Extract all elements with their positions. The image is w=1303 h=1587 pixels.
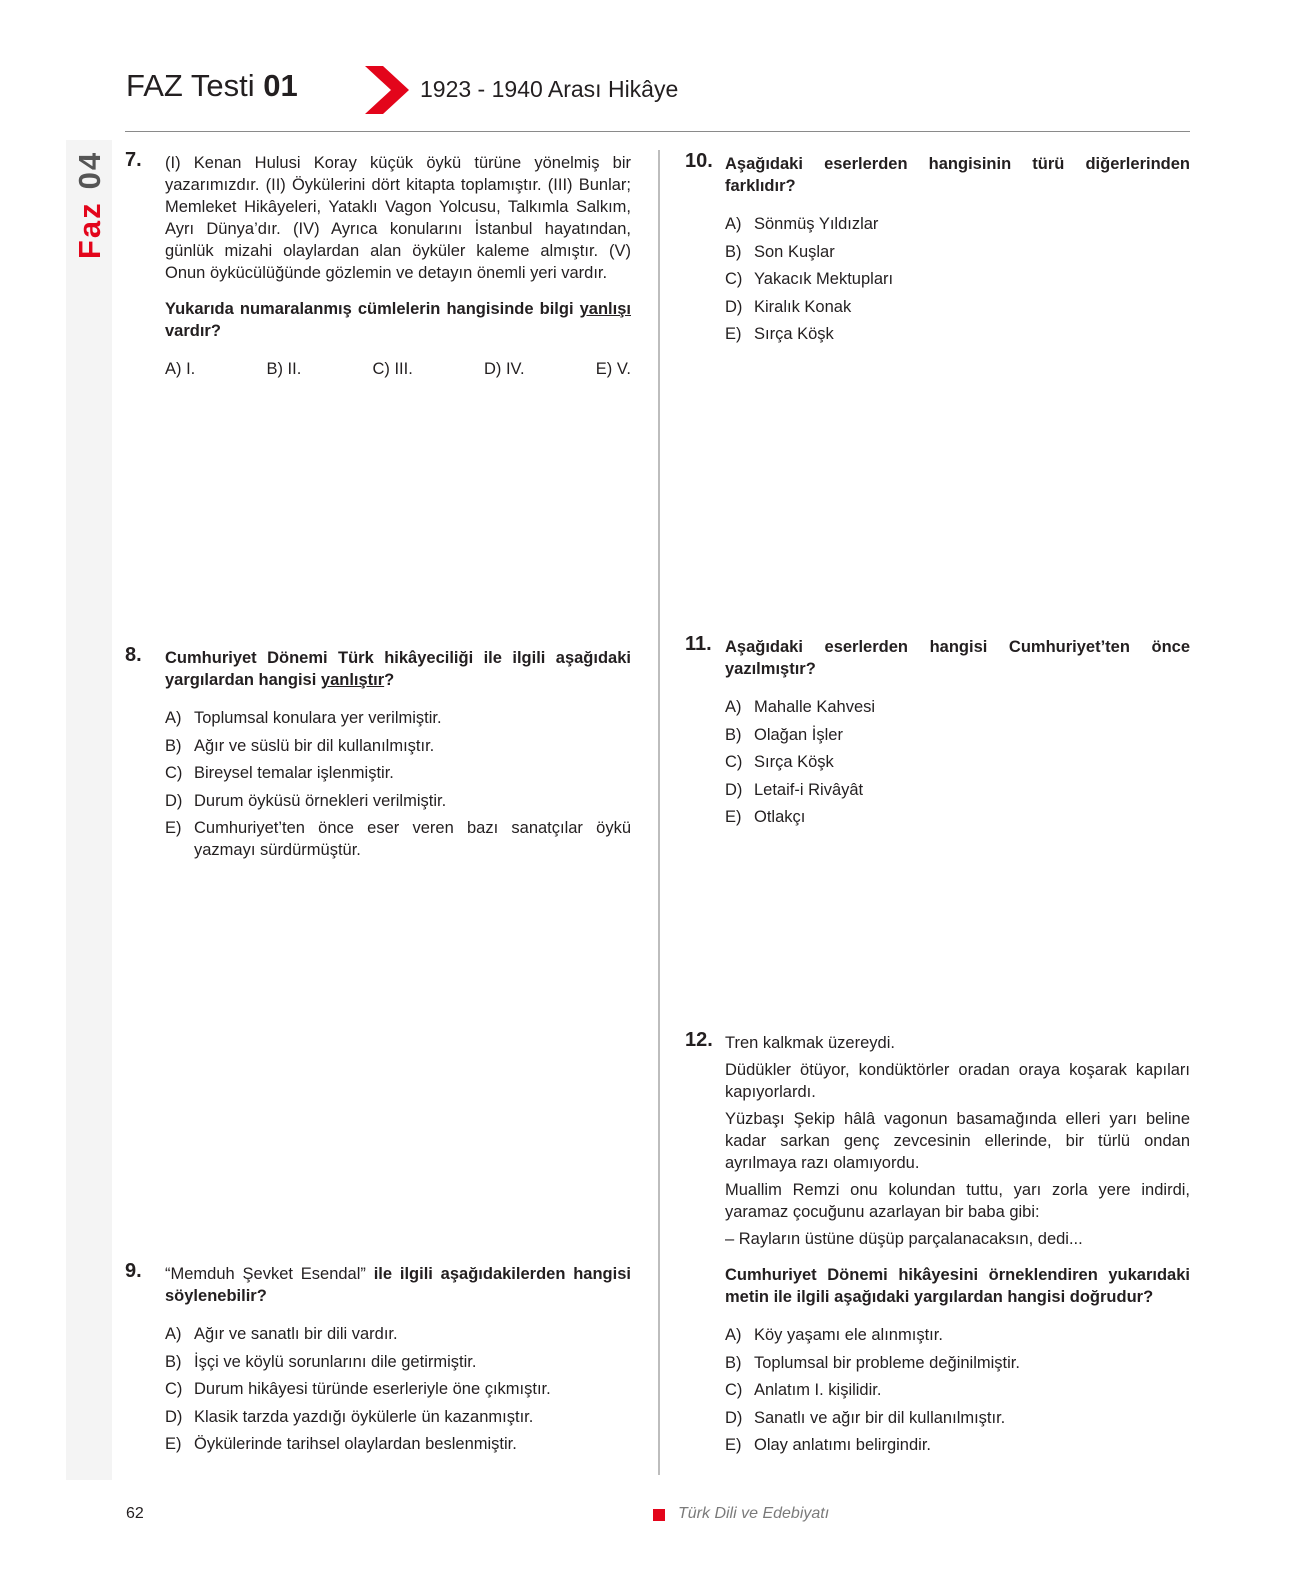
option-c[interactable]: C) Anlatım I. kişilidir. — [725, 1381, 882, 1399]
answer-options — [165, 707, 631, 861]
question-stem: Cumhuriyet Dönemi hikâyesini örneklendiren yukarıdaki metin ile ilgili aşağıdaki yargılardan hangisi doğrudur? — [725, 1266, 1190, 1306]
question-number: 10. — [685, 150, 713, 172]
question-stem: Yukarıda numaralanmış cümlelerin hangisinde bilgi yanlışı vardır? — [165, 300, 631, 340]
option-a[interactable]: A) Toplumsal konulara yer verilmiştir. — [165, 709, 442, 727]
question-number: 9. — [125, 1260, 142, 1282]
option-c[interactable]: C) Durum hikâyesi türünde eserleriyle öne çıkmıştır. — [165, 1380, 551, 1398]
question-11 — [685, 633, 1190, 834]
page-subject: 1923 - 1940 Arası Hikâye — [420, 76, 679, 102]
option-e[interactable]: E) Öykülerinde tarihsel olaylardan beslenmiştir. — [165, 1435, 517, 1453]
option-a[interactable]: A) I. — [165, 360, 196, 378]
option-b[interactable]: B) İşçi ve köylü sorunlarını dile getirmiştir. — [165, 1352, 477, 1371]
option-d[interactable]: D) IV. — [483, 360, 525, 378]
footer-square-icon — [653, 1509, 665, 1521]
option-b[interactable]: B) II. — [266, 360, 302, 378]
option-a[interactable]: A) Mahalle Kahvesi — [725, 698, 876, 716]
option-e[interactable]: E) Cumhuriyet’ten önce eser veren bazı sanatçılar öykü yazmayı sürdürmüştür. — [165, 819, 631, 859]
answer-options — [725, 696, 1190, 828]
answer-options — [165, 358, 631, 380]
answer-options — [165, 1323, 631, 1455]
option-a[interactable]: A) Sönmüş Yıldızlar — [725, 215, 879, 233]
question-stem: Aşağıdaki eserlerden hangisi Cumhuriyet’ten önce yazılmıştır? — [725, 638, 1190, 678]
option-d[interactable]: D) Durum öyküsü örnekleri verilmiştir. — [165, 791, 447, 810]
side-tab-number: 04 — [72, 150, 108, 190]
passage-paragraph: – Rayların üstüne düşüp parçalanacaksın, dedi... — [725, 1230, 1083, 1248]
option-b[interactable]: B) Ağır ve süslü bir dil kullanılmıştır. — [165, 736, 435, 755]
question-8 — [125, 644, 631, 867]
option-b[interactable]: B) Olağan İşler — [725, 725, 843, 744]
header-divider — [125, 131, 1190, 132]
option-c[interactable]: C) Yakacık Mektupları — [725, 270, 894, 288]
book-title: Türk Dili ve Edebiyatı — [678, 1505, 830, 1522]
question-stem: Aşağıdaki eserlerden hangisinin türü diğerlerinden farklıdır? — [725, 155, 1190, 195]
option-c[interactable]: C) Bireysel temalar işlenmiştir. — [165, 764, 394, 782]
option-e[interactable]: E) Otlakçı — [725, 808, 806, 826]
passage-paragraph: Düdükler ötüyor, kondüktörler oradan oraya koşarak kapıları kapıyorlardı. — [725, 1061, 1190, 1101]
page-number: 62 — [126, 1505, 144, 1522]
chevron-right-icon — [365, 66, 409, 114]
option-e[interactable]: E) Olay anlatımı belirgindir. — [725, 1436, 931, 1454]
question-number: 8. — [125, 644, 142, 666]
question-10 — [685, 150, 1190, 351]
option-d[interactable]: D) Klasik tarzda yazdığı öykülerle ün kazanmıştır. — [165, 1407, 534, 1426]
answer-options — [725, 213, 1190, 345]
option-d[interactable]: D) Sanatlı ve ağır bir dil kullanılmıştır. — [725, 1408, 1006, 1427]
page-header-title — [126, 68, 298, 104]
option-a[interactable]: A) Köy yaşamı ele alınmıştır. — [725, 1326, 943, 1344]
question-12 — [685, 1029, 1190, 1462]
option-c[interactable]: C) Sırça Köşk — [725, 753, 834, 771]
question-number: 7. — [125, 149, 142, 171]
question-stem: Cumhuriyet Dönemi Türk hikâyeciliği ile ilgili aşağıdaki yargılardan hangisi yanlıştır? — [165, 649, 631, 689]
option-d[interactable]: D) Kiralık Konak — [725, 297, 852, 316]
side-tab-label — [68, 150, 112, 260]
option-c[interactable]: C) III. — [372, 360, 413, 378]
question-number: 12. — [685, 1029, 713, 1051]
option-d[interactable]: D) Letaif-i Rivâyât — [725, 780, 864, 799]
series-name: FAZ Testi — [126, 68, 255, 103]
option-e[interactable]: E) Sırça Köşk — [725, 325, 834, 343]
side-strip — [66, 140, 112, 1480]
question-7 — [125, 149, 631, 380]
question-passage: (I) Kenan Hulusi Koray küçük öykü türüne yönelmiş bir yazarımızdır. (II) Öykülerini dört kitapta toplamıştır. (III) Bunlar; Memleket Hikâyeleri, Yataklı Vagon Yolcusu, Talkımla Salkım, Ayrı Dünya’dır. (IV) Ayrıca konularını İstanbul hayatından, günlük mizahi olaylardan alan öyküler kaleme almıştır. (V) Onun öykücülüğünde gözlemin ve detayın önemli yeri vardır. — [165, 154, 631, 282]
answer-options — [725, 1324, 1190, 1456]
side-tab-prefix: Faz — [72, 201, 108, 260]
question-9 — [125, 1260, 631, 1461]
option-e[interactable]: E) V. — [595, 360, 631, 378]
option-a[interactable]: A) Ağır ve sanatlı bir dili vardır. — [165, 1325, 398, 1343]
option-b[interactable]: B) Son Kuşlar — [725, 242, 835, 261]
passage-paragraph: Tren kalkmak üzereydi. — [725, 1034, 895, 1052]
test-number: 01 — [263, 68, 298, 103]
question-number: 11. — [685, 633, 712, 655]
passage-paragraph: Yüzbaşı Şekip hâlâ vagonun basamağında elleri yarı beline kadar sarkan genç zevcesinin ellerinde, bir türlü ondan ayrılmaya razı olamıyordu. — [725, 1110, 1190, 1172]
passage-paragraph: Muallim Remzi onu kolundan tuttu, yarı zorla yere indirdi, yaramaz çocuğunu azarlayan bir baba gibi: — [725, 1181, 1190, 1221]
column-divider — [658, 150, 660, 1475]
question-stem: “Memduh Şevket Esendal” ile ilgili aşağıdakilerden hangisi söylenebilir? — [165, 1265, 631, 1305]
option-b[interactable]: B) Toplumsal bir probleme değinilmiştir. — [725, 1353, 1020, 1372]
